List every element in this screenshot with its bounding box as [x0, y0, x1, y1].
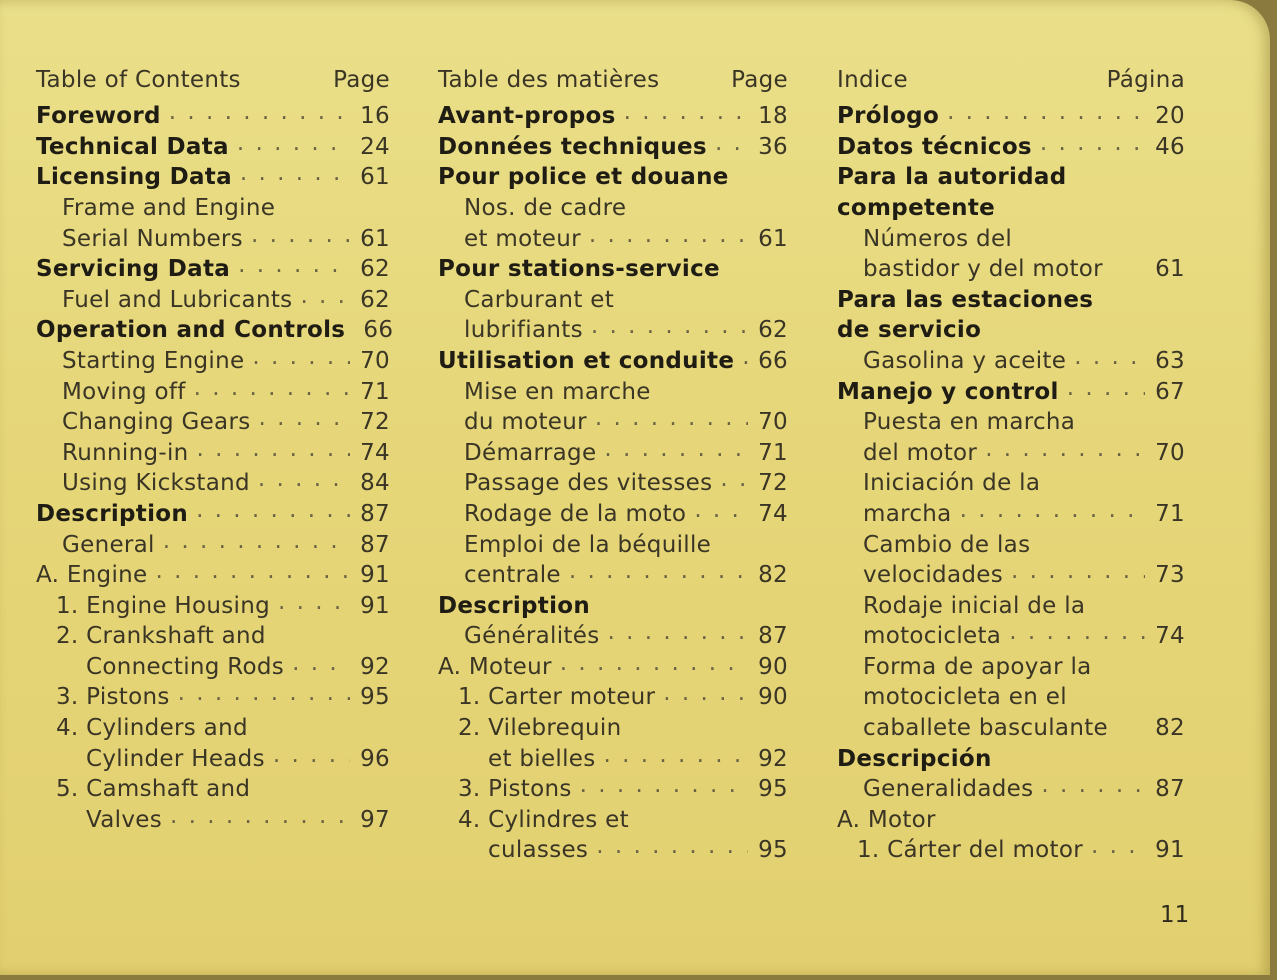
toc-entry-label: de servicio: [837, 317, 982, 344]
toc-entry-label: Para las estaciones: [837, 286, 1094, 313]
toc-entry: [837, 496, 1185, 527]
toc-entry-label: velocidades: [863, 562, 1003, 589]
toc-entry: [36, 558, 390, 589]
toc-entry: [837, 343, 1185, 374]
toc-entry-page: 71: [360, 378, 390, 405]
toc-entry-page: 18: [758, 103, 788, 130]
toc-entry-label: Cambio de las: [863, 531, 1031, 558]
toc-entry: [837, 466, 1185, 497]
toc-entry-page: 87: [1155, 776, 1185, 803]
toc-entry-label: caballete basculante: [863, 715, 1108, 742]
dot-leader: [252, 344, 350, 370]
dot-leader: [720, 466, 748, 492]
dot-leader: [259, 405, 351, 431]
toc-entry-label: 3. Pistons: [56, 684, 170, 711]
toc-entry-label: del motor: [863, 439, 978, 466]
toc-entry: [36, 527, 390, 558]
dot-leader: [1074, 344, 1145, 370]
toc-entry: [438, 313, 788, 344]
toc-entry: [438, 802, 788, 833]
toc-entry: [438, 374, 788, 405]
toc-entry-page: 66: [758, 347, 788, 374]
toc-entry: [36, 588, 390, 619]
dot-leader: [170, 803, 350, 829]
toc-entry: [438, 221, 788, 252]
dot-leader: [163, 528, 350, 554]
toc-entry: [36, 99, 390, 130]
dot-leader: [169, 99, 350, 125]
toc-entry-page: 74: [1155, 623, 1185, 650]
toc-entry-label: motocicleta: [863, 623, 1002, 650]
toc-entry-page: 95: [758, 837, 788, 864]
toc-entry-page: 71: [758, 439, 788, 466]
toc-entry-label: Nos. de cadre: [464, 194, 627, 221]
toc-entry-page: 61: [360, 164, 390, 191]
toc-entry-label: Démarrage: [464, 439, 597, 466]
dot-leader: [237, 130, 350, 156]
toc-entry: [36, 710, 390, 741]
toc-entry: [438, 252, 788, 283]
toc-entry-label: Rodaje inicial de la: [863, 592, 1086, 619]
toc-entry-page: 82: [1155, 715, 1185, 742]
toc-entry-label: Servicing Data: [36, 256, 231, 283]
toc-entry: [36, 374, 390, 405]
page-number: 11: [1160, 902, 1190, 928]
toc-entry: [837, 833, 1185, 864]
toc-entry: [837, 588, 1185, 619]
toc-entry-page: 91: [360, 592, 390, 619]
toc-entry: [837, 221, 1185, 252]
toc-entry-page: 87: [758, 623, 788, 650]
toc-entry: [837, 129, 1185, 160]
toc-entry: [36, 282, 390, 313]
toc-entry-label: Pour police et douane: [438, 164, 729, 191]
dot-leader: [596, 833, 748, 859]
toc-entry-page: 91: [1155, 837, 1185, 864]
dot-leader: [742, 344, 748, 370]
toc-entry-page: 70: [360, 347, 390, 374]
dot-leader: [607, 619, 748, 645]
toc-entry-label: Licensing Data: [36, 164, 232, 191]
dot-leader: [604, 436, 748, 462]
toc-entry-label: motocicleta en el: [863, 684, 1067, 711]
toc-entry: [438, 833, 788, 864]
toc-entry: [837, 802, 1185, 833]
toc-entry: [438, 558, 788, 589]
dot-leader: [985, 436, 1145, 462]
toc-entry-page: 62: [360, 256, 390, 283]
toc-entry-label: Números del: [863, 225, 1013, 252]
toc-entry-label: centrale: [464, 562, 561, 589]
toc-entry-page: 61: [758, 225, 788, 252]
dot-leader: [1067, 375, 1145, 401]
toc-entry: [438, 772, 788, 803]
toc-entry-label: 1. Engine Housing: [56, 592, 270, 619]
toc-entry: [837, 527, 1185, 558]
toc-heading: [837, 62, 1185, 93]
toc-entry-label: A. Motor: [837, 806, 936, 833]
toc-entry: [36, 680, 390, 711]
toc-entry-label: Prólogo: [837, 103, 940, 130]
toc-entry: [837, 558, 1185, 589]
toc-entry-page: 97: [360, 806, 390, 833]
toc-entry-page: Page: [731, 66, 788, 93]
toc-entry: [837, 649, 1185, 680]
toc-entry-page: Página: [1106, 66, 1185, 93]
dot-leader: [580, 772, 748, 798]
toc-entry: [36, 160, 390, 191]
toc-entry-label: 2. Crankshaft and: [56, 623, 266, 650]
toc-entry-label: Utilisation et conduite: [438, 347, 735, 374]
toc-entry-page: 87: [360, 531, 390, 558]
toc-entry: [837, 435, 1185, 466]
toc-entry: [837, 160, 1185, 191]
dot-leader: [569, 558, 748, 584]
toc-entry-label: A. Engine: [36, 562, 148, 589]
dot-leader: [194, 375, 350, 401]
toc-entry-label: bastidor y del motor: [863, 256, 1103, 283]
toc-column-english: [36, 62, 394, 833]
toc-entry: [438, 466, 788, 497]
dot-leader: [604, 742, 748, 768]
toc-entry-label: Puesta en marcha: [863, 409, 1076, 436]
toc-entry: [837, 99, 1185, 130]
toc-entry-label: Table des matières: [438, 66, 660, 93]
toc-entry-page: 70: [758, 409, 788, 436]
toc-entry: [438, 496, 788, 527]
toc-entry-label: marcha: [863, 500, 952, 527]
toc-entry: [36, 466, 390, 497]
toc-entry: [837, 405, 1185, 436]
toc-entry-page: 71: [1155, 500, 1185, 527]
toc-entry-label: 4. Cylindres et: [458, 806, 629, 833]
toc-entry-label: 4. Cylinders and: [56, 715, 248, 742]
toc-entry: [438, 680, 788, 711]
toc-entry: [36, 313, 394, 344]
toc-entry: [438, 710, 788, 741]
toc-entry: [36, 496, 390, 527]
toc-entry-label: Manejo y control: [837, 378, 1059, 405]
toc-entry-label: Connecting Rods: [86, 653, 285, 680]
toc-entry-page: 91: [360, 562, 390, 589]
toc-entry: [36, 772, 390, 803]
toc-entry-label: Emploi de la béquille: [464, 531, 712, 558]
toc-entry: [837, 772, 1185, 803]
dot-leader: [292, 650, 350, 676]
toc-entry: [36, 741, 390, 772]
toc-entry: [438, 190, 788, 221]
toc-entry-page: 66: [363, 317, 394, 344]
toc-entry: [36, 619, 390, 650]
dot-leader: [178, 680, 350, 706]
dot-leader: [240, 160, 350, 186]
dot-leader: [238, 252, 350, 278]
toc-entry-label: Running-in: [62, 439, 189, 466]
toc-entry: [837, 710, 1185, 741]
dot-leader: [595, 405, 748, 431]
dot-leader: [197, 436, 350, 462]
toc-entry-label: 3. Pistons: [458, 776, 572, 803]
toc-entry: [837, 619, 1185, 650]
toc-entry-label: Using Kickstand: [62, 470, 250, 497]
toc-entry: [438, 527, 788, 558]
toc-entry: [36, 129, 390, 160]
toc-entry-label: Indice: [837, 66, 908, 93]
toc-entry-label: Moving off: [62, 378, 186, 405]
toc-entry-label: Généralités: [464, 623, 600, 650]
toc-entry-label: Changing Gears: [62, 409, 251, 436]
toc-entry-page: 62: [758, 317, 788, 344]
toc-entry-label: A. Moteur: [438, 653, 552, 680]
toc-entry-label: Description: [438, 592, 591, 619]
toc-entry-page: 20: [1155, 103, 1185, 130]
toc-entry-label: Passage des vitesses: [464, 470, 713, 497]
toc-column-french: [438, 62, 788, 863]
toc-entry: [438, 129, 788, 160]
toc-entry-label: Operation and Controls: [36, 317, 346, 344]
toc-entry-page: 82: [758, 562, 788, 589]
dot-leader: [947, 99, 1145, 125]
toc-entry-page: 84: [360, 470, 390, 497]
toc-entry-page: 74: [758, 500, 788, 527]
toc-entry: [36, 221, 390, 252]
toc-entry-label: Gasolina y aceite: [863, 347, 1067, 374]
toc-entry-label: Données techniques: [438, 133, 707, 160]
toc-entry-label: Table of Contents: [36, 66, 241, 93]
toc-entry-page: Page: [333, 66, 390, 93]
toc-entry-label: Rodage de la moto: [464, 500, 687, 527]
toc-entry: [36, 649, 390, 680]
toc-entry-page: 73: [1155, 562, 1185, 589]
toc-entry-label: 1. Cárter del motor: [857, 837, 1083, 864]
toc-entry: [36, 190, 390, 221]
toc-heading: [36, 62, 390, 93]
toc-entry-page: 61: [360, 225, 390, 252]
toc-entry: [837, 282, 1185, 313]
toc-entry-label: et moteur: [464, 225, 581, 252]
toc-entry-label: Iniciación de la: [863, 470, 1041, 497]
dot-leader: [251, 222, 350, 248]
dot-leader: [1011, 558, 1145, 584]
toc-entry: [438, 435, 788, 466]
toc-entry-page: 95: [758, 776, 788, 803]
dot-leader: [1091, 833, 1145, 859]
dot-leader: [960, 497, 1145, 523]
toc-entry-label: Fuel and Lubricants: [62, 286, 293, 313]
dot-leader: [300, 283, 350, 309]
dot-leader: [589, 222, 748, 248]
toc-entry-page: 46: [1155, 133, 1185, 160]
dot-leader: [1041, 772, 1145, 798]
toc-entry-label: 2. Vilebrequin: [458, 715, 622, 742]
toc-entry-page: 95: [360, 684, 390, 711]
toc-entry: [837, 741, 1185, 772]
toc-entry-label: 1. Carter moteur: [458, 684, 656, 711]
toc-entry-page: 67: [1155, 378, 1185, 405]
toc-entry-label: culasses: [488, 837, 589, 864]
toc-entry-label: Generalidades: [863, 776, 1034, 803]
toc-entry-label: Pour stations-service: [438, 256, 720, 283]
toc-entry: [837, 680, 1185, 711]
toc-entry-page: 92: [360, 653, 390, 680]
toc-entry-page: 16: [360, 103, 390, 130]
toc-entry: [438, 282, 788, 313]
toc-entry-label: Datos técnicos: [837, 133, 1032, 160]
toc-entry-label: Carburant et: [464, 286, 615, 313]
toc-entry-label: Forma de apoyar la: [863, 653, 1092, 680]
toc-entry-page: 87: [360, 500, 390, 527]
toc-entry: [438, 405, 788, 436]
toc-entry: [36, 802, 390, 833]
toc-entry-label: Starting Engine: [62, 347, 245, 374]
toc-entry: [837, 374, 1185, 405]
toc-entry-page: 96: [360, 745, 390, 772]
toc-entry: [438, 619, 788, 650]
toc-entry: [438, 588, 788, 619]
toc-entry: [837, 313, 1185, 344]
dot-leader: [278, 589, 350, 615]
dot-leader: [1040, 130, 1145, 156]
dot-leader: [258, 466, 350, 492]
toc-entry: [438, 160, 788, 191]
toc-entry-label: Foreword: [36, 103, 161, 130]
toc-entry-label: Description: [36, 500, 189, 527]
toc-entry-label: lubrifiants: [464, 317, 583, 344]
toc-entry-label: Para la autoridad: [837, 164, 1067, 191]
dot-leader: [715, 130, 748, 156]
toc-entry-page: 24: [360, 133, 390, 160]
toc-entry-label: Technical Data: [36, 133, 229, 160]
toc-entry-label: du moteur: [464, 409, 587, 436]
toc-entry: [837, 190, 1185, 221]
toc-entry-label: Avant-propos: [438, 103, 616, 130]
toc-entry-page: 62: [360, 286, 390, 313]
toc-entry-label: Serial Numbers: [62, 225, 243, 252]
toc-entry: [36, 343, 390, 374]
toc-entry-label: General: [62, 531, 155, 558]
toc-entry: [837, 252, 1185, 283]
toc-entry-page: 90: [758, 684, 788, 711]
toc-entry-page: 72: [360, 409, 390, 436]
toc-entry: [438, 741, 788, 772]
toc-entry-label: Frame and Engine: [62, 194, 276, 221]
toc-entry: [438, 649, 788, 680]
toc-entry-page: 70: [1155, 439, 1185, 466]
dot-leader: [624, 99, 748, 125]
toc-heading: [438, 62, 788, 93]
toc-entry-page: 36: [758, 133, 788, 160]
dot-leader: [560, 650, 748, 676]
toc-entry-label: 5. Camshaft and: [56, 776, 251, 803]
dot-leader: [155, 558, 350, 584]
dot-leader: [1009, 619, 1145, 645]
toc-entry-label: Valves: [86, 806, 162, 833]
toc-entry-page: 74: [360, 439, 390, 466]
toc-entry: [438, 99, 788, 130]
toc-entry: [36, 405, 390, 436]
toc-entry: [36, 435, 390, 466]
toc-entry-label: competente: [837, 194, 996, 221]
dot-leader: [694, 497, 748, 523]
toc-entry-label: Descripción: [837, 745, 992, 772]
toc-entry-page: 72: [758, 470, 788, 497]
toc-column-spanish: [837, 62, 1185, 863]
toc-entry-page: 63: [1155, 347, 1185, 374]
toc-entry-page: 61: [1155, 256, 1185, 283]
toc-entry-label: et bielles: [488, 745, 596, 772]
dot-leader: [591, 313, 748, 339]
toc-entry-label: Mise en marche: [464, 378, 651, 405]
dot-leader: [273, 742, 350, 768]
toc-entry-label: Cylinder Heads: [86, 745, 265, 772]
dot-leader: [663, 680, 748, 706]
toc-entry: [438, 343, 788, 374]
toc-entry: [36, 252, 390, 283]
dot-leader: [196, 497, 350, 523]
toc-entry-page: 92: [758, 745, 788, 772]
toc-entry-page: 90: [758, 653, 788, 680]
